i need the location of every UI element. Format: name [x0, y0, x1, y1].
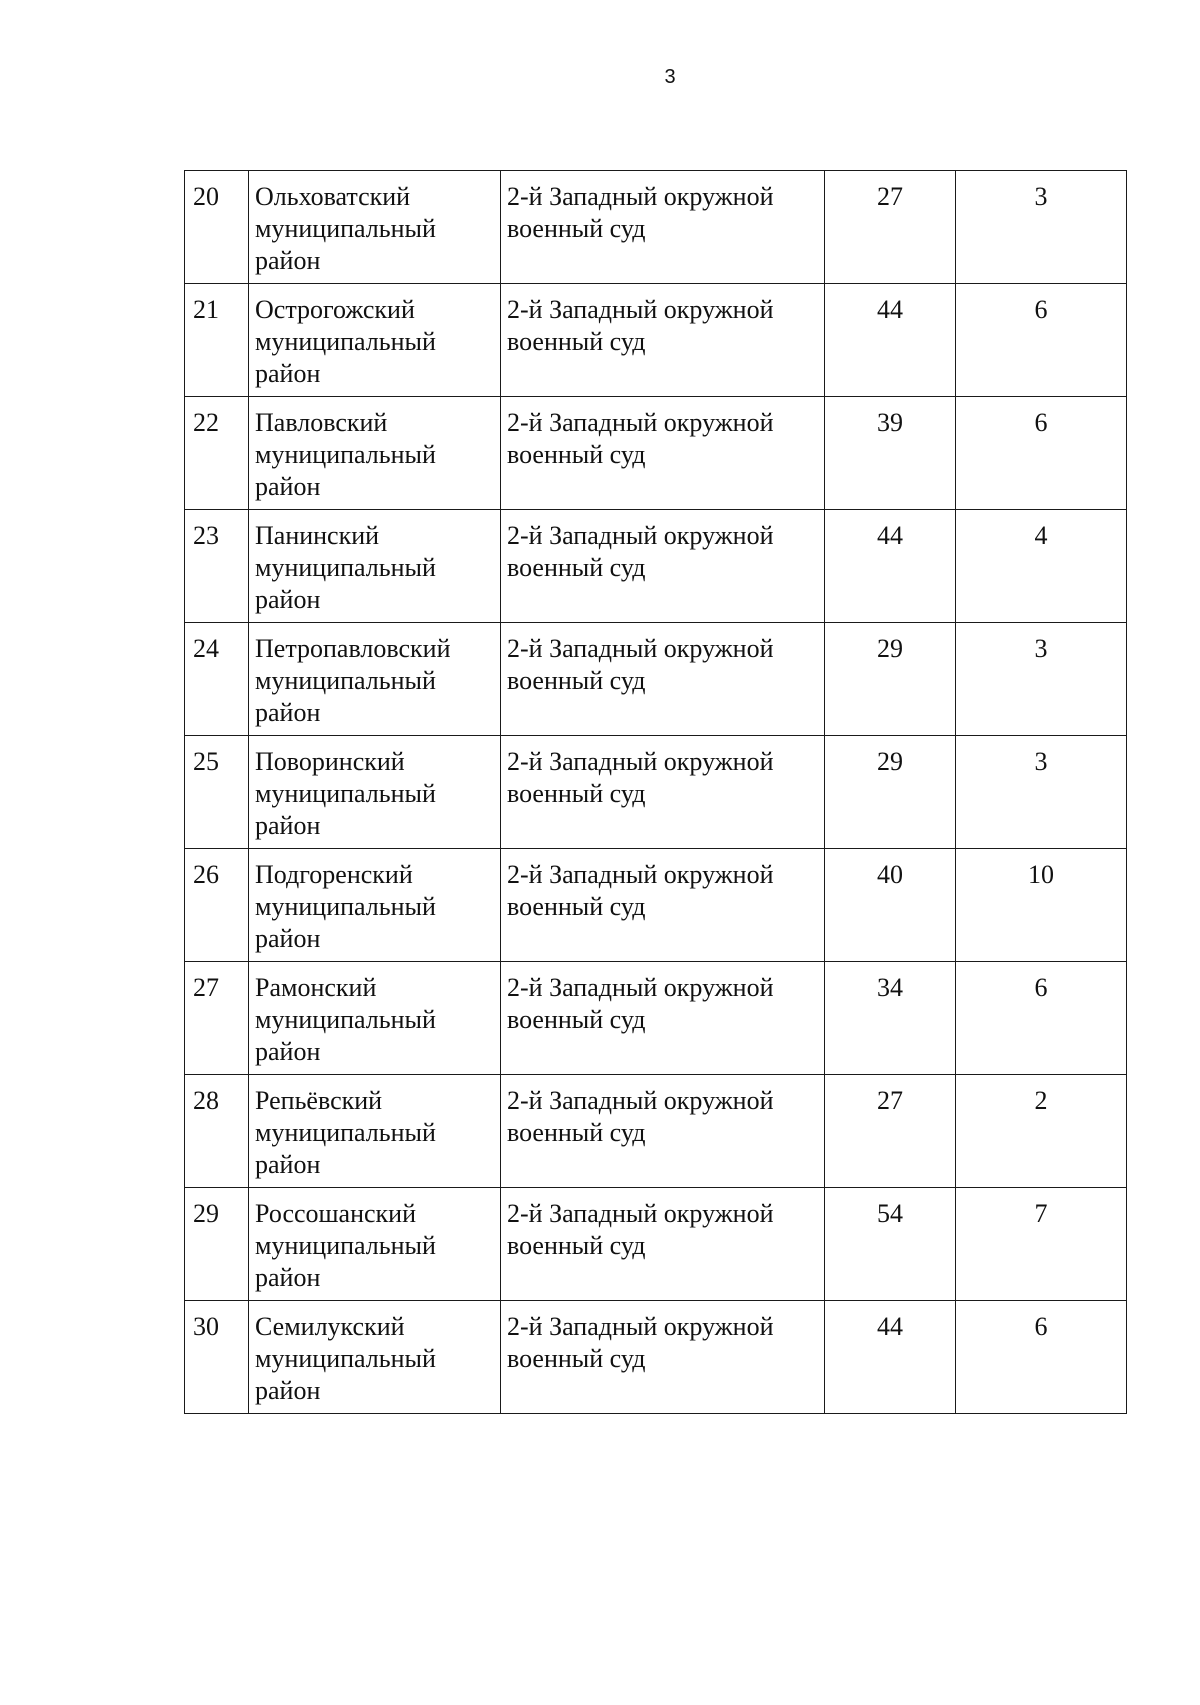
row-number-cell: 26 — [185, 849, 249, 962]
court-cell: 2-й Западный окружной военный суд — [501, 1301, 825, 1414]
value-a-cell: 44 — [825, 510, 956, 623]
table-row — [185, 510, 1127, 623]
row-number-cell: 21 — [185, 284, 249, 397]
row-number-cell: 23 — [185, 510, 249, 623]
district-cell: Подгоренский муниципальный район — [249, 849, 501, 962]
table-row — [185, 623, 1127, 736]
row-number-cell: 24 — [185, 623, 249, 736]
value-b-cell: 4 — [956, 510, 1127, 623]
row-number-cell: 29 — [185, 1188, 249, 1301]
row-number-cell: 20 — [185, 171, 249, 284]
value-b-cell: 6 — [956, 397, 1127, 510]
page-number: 3 — [664, 66, 676, 88]
district-cell: Петропавловский муниципальный район — [249, 623, 501, 736]
table-row — [185, 284, 1127, 397]
court-cell: 2-й Западный окружной военный суд — [501, 171, 825, 284]
court-cell: 2-й Западный окружной военный суд — [501, 1188, 825, 1301]
district-cell: Павловский муниципальный район — [249, 397, 501, 510]
court-cell: 2-й Западный окружной военный суд — [501, 736, 825, 849]
district-cell: Россошанский муниципальный район — [249, 1188, 501, 1301]
table-row — [185, 1075, 1127, 1188]
court-cell: 2-й Западный окружной военный суд — [501, 397, 825, 510]
value-a-cell: 44 — [825, 1301, 956, 1414]
value-a-cell: 39 — [825, 397, 956, 510]
row-number-cell: 25 — [185, 736, 249, 849]
row-number-cell: 30 — [185, 1301, 249, 1414]
table-row — [185, 397, 1127, 510]
district-cell: Ольховатский муниципальный район — [249, 171, 501, 284]
court-cell: 2-й Западный окружной военный суд — [501, 284, 825, 397]
value-b-cell: 2 — [956, 1075, 1127, 1188]
value-a-cell: 27 — [825, 1075, 956, 1188]
value-a-cell: 44 — [825, 284, 956, 397]
value-b-cell: 3 — [956, 171, 1127, 284]
district-cell: Репьёвский муниципальный район — [249, 1075, 501, 1188]
court-cell: 2-й Западный окружной военный суд — [501, 1075, 825, 1188]
court-cell: 2-й Западный окружной военный суд — [501, 623, 825, 736]
value-a-cell: 34 — [825, 962, 956, 1075]
value-b-cell: 3 — [956, 736, 1127, 849]
table-row — [185, 1301, 1127, 1414]
court-cell: 2-й Западный окружной военный суд — [501, 510, 825, 623]
table-row — [185, 736, 1127, 849]
value-a-cell: 27 — [825, 171, 956, 284]
value-a-cell: 54 — [825, 1188, 956, 1301]
value-b-cell: 6 — [956, 284, 1127, 397]
value-a-cell: 29 — [825, 736, 956, 849]
value-a-cell: 40 — [825, 849, 956, 962]
district-cell: Поворинский муниципальный район — [249, 736, 501, 849]
table-row — [185, 962, 1127, 1075]
district-cell: Панинский муниципальный район — [249, 510, 501, 623]
district-cell: Острогожский муниципальный район — [249, 284, 501, 397]
table-row — [185, 849, 1127, 962]
district-cell: Рамонский муниципальный район — [249, 962, 501, 1075]
table-row — [185, 1188, 1127, 1301]
court-cell: 2-й Западный окружной военный суд — [501, 962, 825, 1075]
value-b-cell: 6 — [956, 1301, 1127, 1414]
court-cell: 2-й Западный окружной военный суд — [501, 849, 825, 962]
value-b-cell: 6 — [956, 962, 1127, 1075]
district-cell: Семилукский муниципальный район — [249, 1301, 501, 1414]
value-b-cell: 10 — [956, 849, 1127, 962]
row-number-cell: 28 — [185, 1075, 249, 1188]
row-number-cell: 27 — [185, 962, 249, 1075]
value-a-cell: 29 — [825, 623, 956, 736]
row-number-cell: 22 — [185, 397, 249, 510]
value-b-cell: 7 — [956, 1188, 1127, 1301]
table-body — [185, 171, 1127, 1414]
district-court-table — [184, 170, 1127, 1414]
table-row — [185, 171, 1127, 284]
value-b-cell: 3 — [956, 623, 1127, 736]
